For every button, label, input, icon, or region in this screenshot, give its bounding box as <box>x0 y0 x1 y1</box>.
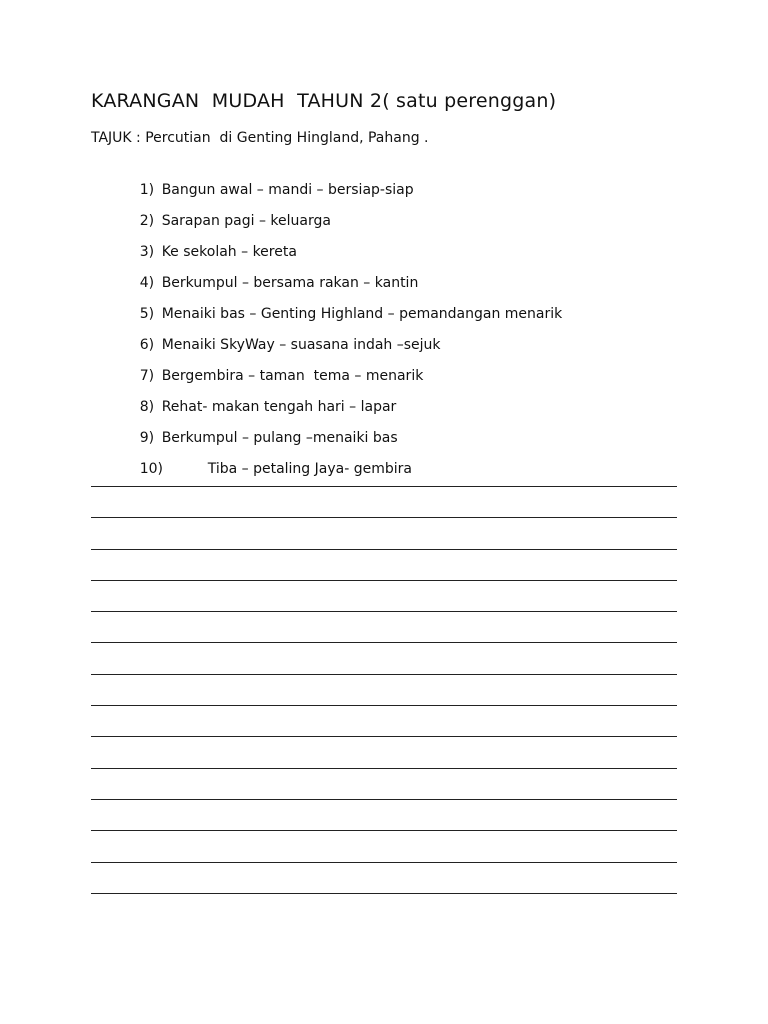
point-number: 3) <box>139 244 155 260</box>
writing-area <box>91 486 677 924</box>
point-number: 9) <box>139 430 155 446</box>
writing-line <box>91 642 677 643</box>
writing-line <box>91 580 677 581</box>
list-item <box>113 439 562 477</box>
writing-line <box>91 517 677 518</box>
writing-line <box>91 830 677 831</box>
essay-topic: TAJUK : Percutian di Genting Hingland, Pahang . <box>91 130 429 146</box>
writing-line <box>91 862 677 863</box>
list-item <box>113 191 562 229</box>
writing-line <box>91 736 677 737</box>
point-text: Bergembira – taman tema – menarik <box>161 368 424 384</box>
list-item <box>113 160 562 198</box>
worksheet-title: KARANGAN MUDAH TAHUN 2( satu perenggan) <box>91 90 557 112</box>
writing-line <box>91 893 677 894</box>
point-text: Berkumpul – bersama rakan – kantin <box>161 275 419 291</box>
point-text: Menaiki bas – Genting Highland – pemandangan menarik <box>161 306 563 322</box>
writing-line <box>91 486 677 487</box>
point-text: Sarapan pagi – keluarga <box>161 213 331 229</box>
point-number: 2) <box>139 213 155 229</box>
point-number: 7) <box>139 368 155 384</box>
list-item <box>113 377 562 415</box>
list-item <box>113 284 563 322</box>
point-text: Tiba – petaling Jaya- gembira <box>207 461 412 477</box>
list-item <box>113 408 562 446</box>
point-number: 1) <box>139 182 155 198</box>
writing-line <box>91 705 677 706</box>
list-item <box>113 315 562 353</box>
point-number: 6) <box>139 337 155 353</box>
point-number: 10) <box>139 461 163 477</box>
point-number: 5) <box>139 306 155 322</box>
writing-line <box>91 611 677 612</box>
point-number: 8) <box>139 399 155 415</box>
point-text: Ke sekolah – kereta <box>161 244 297 260</box>
essay-points-list <box>113 160 563 477</box>
point-text: Rehat- makan tengah hari – lapar <box>161 399 397 415</box>
point-text: Menaiki SkyWay – suasana indah –sejuk <box>161 337 441 353</box>
point-text: Bangun awal – mandi – bersiap-siap <box>161 182 414 198</box>
writing-line <box>91 674 677 675</box>
writing-line <box>91 549 677 550</box>
point-number: 4) <box>139 275 155 291</box>
list-item <box>113 222 562 260</box>
writing-line <box>91 768 677 769</box>
writing-line <box>91 799 677 800</box>
point-text: Berkumpul – pulang –menaiki bas <box>161 430 398 446</box>
list-item <box>113 253 562 291</box>
list-item <box>113 346 562 384</box>
